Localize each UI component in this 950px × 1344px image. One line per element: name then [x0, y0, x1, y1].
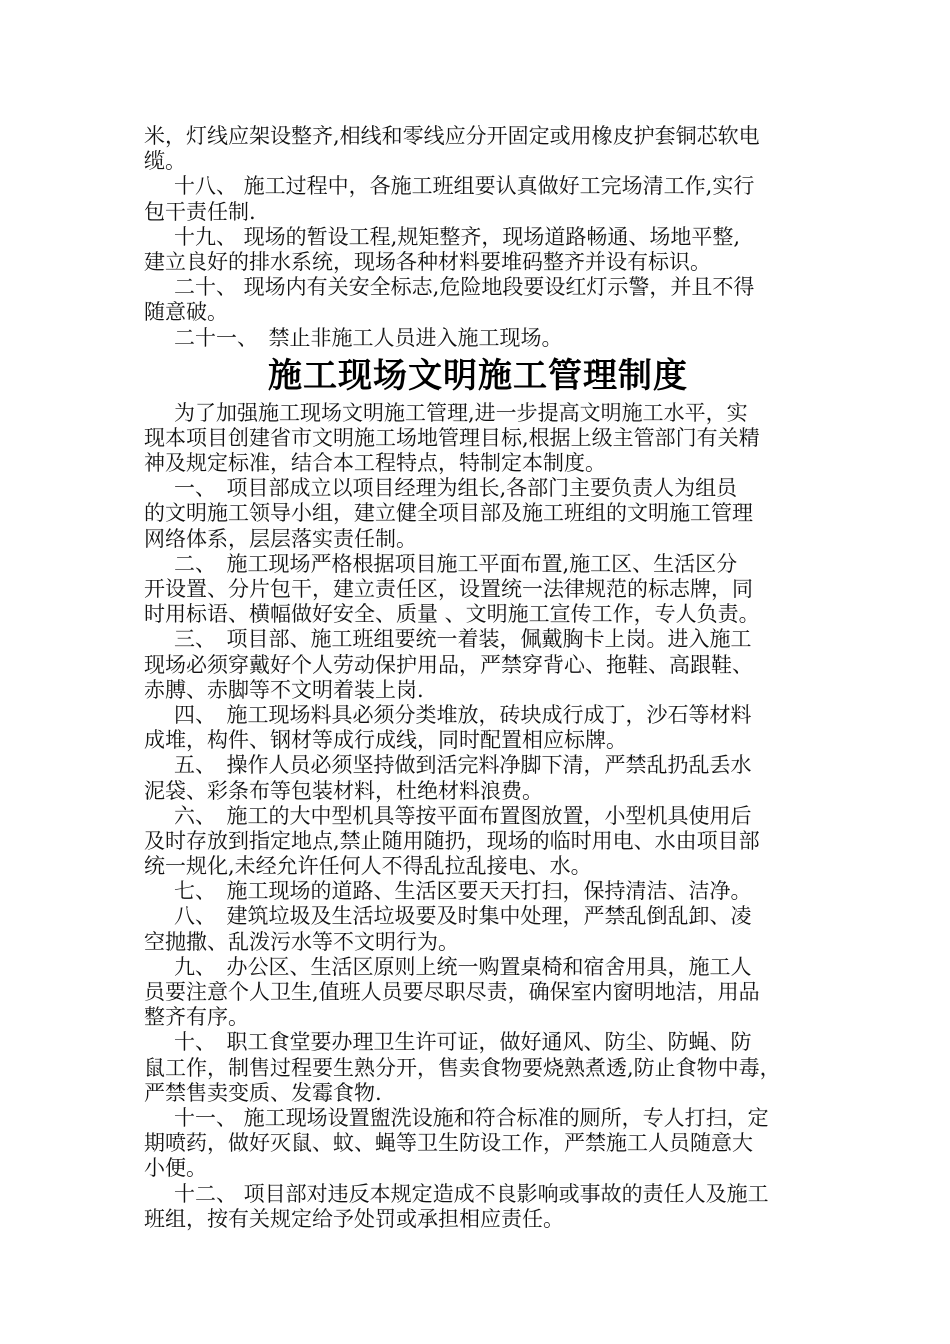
article-line: 鼠工作，制售过程要生熟分开，售卖食物要烧熟煮透,防止食物中毒，: [144, 1055, 781, 1080]
intro-paragraph-line: 为了加强施工现场文明施工管理,进一步提高文明施工水平，实: [174, 400, 748, 425]
article-line: 六、 施工的大中型机具等按平面布置图放置，小型机具使用后: [174, 803, 752, 828]
text-line: 二十、 现场内有关安全标志,危险地段要设红灯示警，并且不得: [174, 275, 755, 300]
article-line: 的文明施工领导小组，建立健全项目部及施工班组的文明施工管理: [144, 501, 753, 526]
article-line: 二、 施工现场严格根据项目施工平面布置,施工区、生活区分: [174, 551, 738, 576]
document-content: [144, 124, 812, 1232]
article-line: 严禁售卖变质、发霉食物.: [144, 1080, 382, 1105]
civilized-construction-regulations: [144, 401, 812, 1232]
article-line: 空抛撒、乱泼污水等不文明行为。: [144, 929, 459, 954]
text-line: 十九、 现场的暂设工程,规矩整齐，现场道路畅通、场地平整,: [174, 224, 741, 249]
article-line: 九、 办公区、生活区原则上统一购置桌椅和宿舍用具，施工人: [174, 954, 752, 979]
article-line: 七、 施工现场的道路、生活区要天天打扫，保持清洁、洁净。: [174, 879, 752, 904]
article-line: 及时存放到指定地点,禁止随用随扔，现场的临时用电、水由项目部: [144, 828, 760, 853]
text-line: 缆。: [144, 149, 186, 174]
intro-paragraph-line: 现本项目创建省市文明施工场地管理目标,根据上级主管部门有关精: [144, 425, 760, 450]
text-line: 二十一、 禁止非施工人员进入施工现场。: [174, 325, 563, 350]
text-line: 随意破。: [144, 300, 228, 325]
previous-regulations-section: [144, 124, 812, 351]
article-line: 员要注意个人卫生,值班人员要尽职尽责，确保室内窗明地洁，用品: [144, 980, 760, 1004]
article-line: 时用标语、横幅做好安全、质量 、文明施工宣传工作，专人负责。: [144, 602, 760, 627]
article-line: 期喷药，做好灭鼠、蚊、蝇等卫生防设工作，严禁施工人员随意大: [144, 1131, 753, 1156]
text-line: 米，灯线应架设整齐,相线和零线应分开固定或用橡皮护套铜芯软电: [144, 124, 760, 148]
article-line: 统一规化,未经允许任何人不得乱拉乱接电、水。: [144, 854, 592, 879]
text-line: 建立良好的排水系统，现场各种材料要堆码整齐并设有标识。: [144, 249, 711, 274]
article-line: 泥袋、彩条布等包装材料，杜绝材料浪费。: [144, 778, 543, 803]
intro-paragraph-line: 神及规定标准，结合本工程特点，特制定本制度。: [144, 451, 606, 476]
article-line: 一、 项目部成立以项目经理为组长,各部门主要负责人为组员: [174, 476, 738, 501]
article-line: 小便。: [144, 1156, 207, 1181]
article-line: 十二、 项目部对违反本规定造成不良影响或事故的责任人及施工: [174, 1181, 769, 1206]
article-line: 现场必须穿戴好个人劳动保护用品，严禁穿背心、拖鞋、高跟鞋、: [144, 652, 753, 677]
article-line: 八、 建筑垃圾及生活垃圾要及时集中处理，严禁乱倒乱卸、凌: [174, 904, 752, 929]
article-line: 十一、 施工现场设置盥洗设施和符合标准的厕所，专人打扫，定: [174, 1105, 769, 1130]
article-line: 网络体系，层层落实责任制。: [144, 526, 417, 551]
text-line: 包干责任制.: [144, 199, 256, 224]
document-title: 施工现场文明施工管理制度: [268, 355, 688, 396]
article-line: 整齐有序。: [144, 1005, 249, 1030]
article-line: 十、 职工食堂要办理卫生许可证，做好通风、防尘、防蝇、防: [174, 1030, 752, 1055]
article-line: 班组，按有关规定给予处罚或承担相应责任。: [144, 1206, 564, 1231]
text-line: 十八、 施工过程中，各施工班组要认真做好工完场清工作,实行: [174, 174, 755, 199]
article-line: 四、 施工现场料具必须分类堆放，砖块成行成丁，沙石等材料: [174, 702, 752, 727]
article-line: 三、 项目部、施工班组要统一着装，佩戴胸卡上岗。进入施工: [174, 627, 752, 652]
article-line: 五、 操作人员必须坚持做到活完料净脚下清，严禁乱扔乱丢水: [174, 753, 752, 778]
article-line: 开设置、分片包干，建立责任区，设置统一法律规范的标志牌，同: [144, 577, 753, 601]
article-line: 赤膊、赤脚等不文明着装上岗.: [144, 677, 424, 702]
article-line: 成堆，构件、钢材等成行成线，同时配置相应标牌。: [144, 728, 627, 753]
